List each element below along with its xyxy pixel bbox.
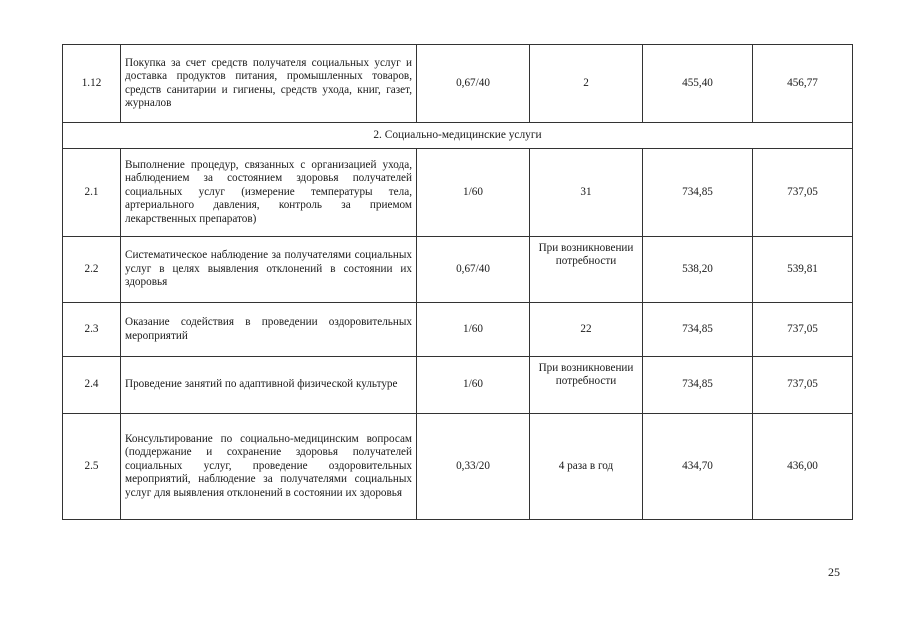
service-name: Проведение занятий по адаптивной физической культуре: [121, 357, 417, 414]
service-time: 1/60: [417, 303, 530, 357]
service-price-1: 734,85: [643, 149, 753, 237]
row-number: 2.5: [63, 414, 121, 520]
service-name: Систематическое наблюдение за получателями социальных услуг в целях выявления отклонений в состоянии их здоровья: [121, 237, 417, 303]
row-number: 1.12: [63, 45, 121, 123]
service-price-2: 737,05: [753, 303, 853, 357]
table-row: [63, 414, 853, 520]
service-quantity: При возникновении потребности: [530, 357, 643, 414]
service-time: 1/60: [417, 149, 530, 237]
service-price-2: 737,05: [753, 357, 853, 414]
table-row: [63, 357, 853, 414]
row-number: 2.3: [63, 303, 121, 357]
service-price-2: 737,05: [753, 149, 853, 237]
service-price-2: 436,00: [753, 414, 853, 520]
service-time: 0,67/40: [417, 45, 530, 123]
table-body-part-2: [63, 149, 853, 520]
table-row: [63, 149, 853, 237]
table-row: [63, 45, 853, 123]
row-number: 2.4: [63, 357, 121, 414]
service-quantity: 2: [530, 45, 643, 123]
service-price-1: 734,85: [643, 303, 753, 357]
service-quantity: 31: [530, 149, 643, 237]
service-price-1: 734,85: [643, 357, 753, 414]
table-row: [63, 303, 853, 357]
service-name: Оказание содействия в проведении оздоровительных мероприятий: [121, 303, 417, 357]
service-price-2: 456,77: [753, 45, 853, 123]
service-name: Консультирование по социально-медицинским вопросам (поддержание и сохранение здоровья получателей социальных услуг, проведение оздоровительных мероприятий, наблюдение за получателями социальных услуг для выявления отклонений в состоянии их здоровья: [121, 414, 417, 520]
section-heading: 2. Социально-медицинские услуги: [63, 123, 853, 149]
service-price-2: 539,81: [753, 237, 853, 303]
service-time: 0,33/20: [417, 414, 530, 520]
service-quantity: 4 раза в год: [530, 414, 643, 520]
section-heading-row: [63, 123, 853, 149]
service-name: Покупка за счет средств получателя социальных услуг и доставка продуктов питания, промышленных товаров, средств санитарии и гигиены, средств ухода, книг, газет, журналов: [121, 45, 417, 123]
table-body-part-1: [63, 45, 853, 149]
service-price-1: 455,40: [643, 45, 753, 123]
table-row: [63, 237, 853, 303]
service-quantity: 22: [530, 303, 643, 357]
row-number: 2.2: [63, 237, 121, 303]
service-time: 0,67/40: [417, 237, 530, 303]
service-price-1: 434,70: [643, 414, 753, 520]
page-number: 25: [828, 565, 840, 579]
services-table: [62, 44, 853, 520]
row-number: 2.1: [63, 149, 121, 237]
service-price-1: 538,20: [643, 237, 753, 303]
service-time: 1/60: [417, 357, 530, 414]
service-quantity: При возникновении потребности: [530, 237, 643, 303]
service-name: Выполнение процедур, связанных с организацией ухода, наблюдением за состоянием здоровья получателей социальных услуг (измерение температуры тела, артериального давления, контроль за приемом лекарственных препаратов): [121, 149, 417, 237]
